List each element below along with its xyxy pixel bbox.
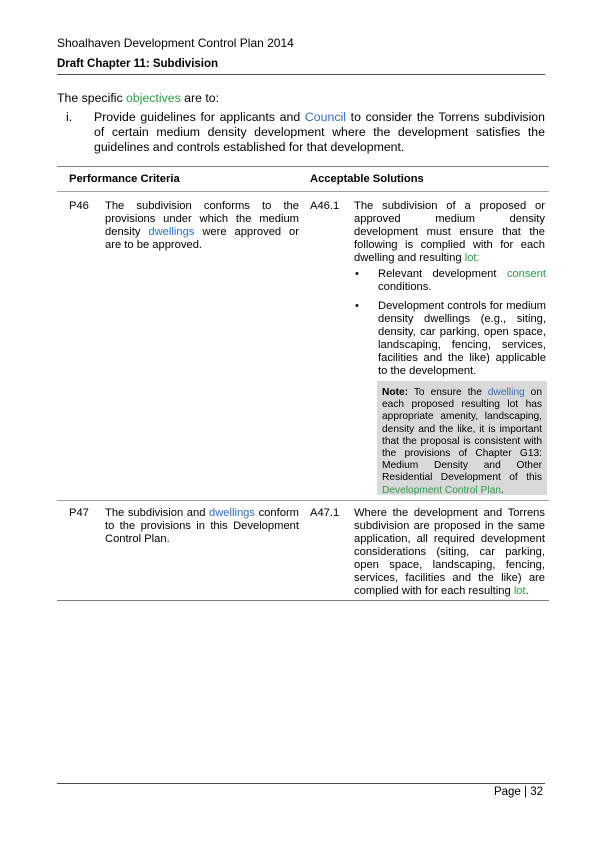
- council-link[interactable]: Council: [304, 110, 346, 124]
- objective-text: [94, 110, 545, 155]
- table-bottom-rule: [57, 600, 549, 601]
- solution-code: A47.1: [310, 507, 340, 519]
- lot-link[interactable]: lot: [513, 585, 526, 597]
- note-text-end: .: [500, 484, 504, 496]
- header-rule: [57, 74, 545, 75]
- note-label: Note:: [382, 387, 409, 398]
- solution-code: A46.1: [310, 200, 340, 212]
- note-box: [377, 381, 547, 495]
- criteria-text-start: The subdivision and: [105, 507, 209, 519]
- criteria-text: [105, 507, 299, 546]
- solution-text-start: Where the development and Torrens subdivision are proposed in the same application, all required development considerations (siting, car parking, open space, landscaping, fencing, services, facilities and the like) are complied with for each resulting: [354, 507, 545, 597]
- criteria-text-end: conform to the provisions in this Development Control Plan.: [105, 507, 299, 545]
- bullet-text: [378, 268, 546, 294]
- chapter-title: Draft Chapter 11: Subdivision: [57, 58, 219, 70]
- note-text-middle: on each proposed resulting lot has appropriate amenity, landscaping, density and the like, it is important that the proposal is consistent with the provisions of Chapter G13: Medium Density and Other Residential Development of this: [382, 387, 542, 484]
- objective-text-start: Provide guidelines for applicants and: [94, 110, 305, 124]
- note-text: [382, 387, 542, 497]
- bullet-text: Development controls for medium density dwellings (e.g., siting, density, car parking, open space, landscaping, fencing, services, facilities and the like) applicable to the development.: [378, 300, 546, 377]
- development-control-plan-link[interactable]: Development Control Plan: [382, 484, 501, 496]
- objectives-link[interactable]: objectives: [126, 91, 181, 105]
- table-header-rule: [57, 191, 549, 192]
- criteria-text: [105, 200, 299, 252]
- criteria-text-start: The subdivision conforms to the provisions under which the medium density: [105, 200, 299, 238]
- bullet-dot: •: [355, 268, 359, 280]
- list-item: [355, 268, 546, 298]
- objective-text-end: to consider the Torrens subdivision of certain medium density development where the development satisfies the guidelines and controls established for that development.: [94, 110, 545, 154]
- criteria-text-end: were approved or are to be approved.: [105, 226, 299, 251]
- criteria-table: [57, 166, 549, 601]
- column-header-performance: Performance Criteria: [69, 173, 180, 185]
- page-header: [57, 36, 545, 71]
- note-text-start: To ensure the: [408, 387, 488, 398]
- dwellings-link[interactable]: dwellings: [148, 226, 195, 238]
- table-top-rule: [57, 166, 549, 167]
- consent-link[interactable]: consent: [506, 268, 546, 280]
- solution-text-end: .: [525, 585, 529, 597]
- footer-rule: [57, 783, 545, 784]
- lot-link[interactable]: lot:: [464, 252, 480, 264]
- document-title: Shoalhaven Development Control Plan 2014: [57, 36, 294, 50]
- list-item: [355, 300, 546, 380]
- dwelling-link[interactable]: dwelling: [487, 387, 525, 398]
- objectives-intro: [57, 91, 545, 106]
- intro-text-end: are to:: [180, 91, 219, 105]
- bullet-text-start: Relevant development: [378, 268, 507, 280]
- column-header-solutions: Acceptable Solutions: [310, 173, 424, 185]
- dwellings-link[interactable]: dwellings: [208, 507, 256, 519]
- criteria-code: P46: [69, 200, 89, 212]
- intro-text: The specific: [57, 91, 127, 105]
- solution-text-start: The subdivision of a proposed or approved medium density development must ensure that the following is complied with for each dwelling and resulting: [354, 200, 545, 264]
- solution-text: [354, 507, 545, 598]
- solution-text: [354, 200, 545, 265]
- page-number: Page | 32: [493, 786, 543, 798]
- objective-number: i.: [66, 110, 73, 124]
- criteria-code: P47: [69, 507, 89, 519]
- bullet-dot: •: [355, 300, 359, 312]
- bullet-text-end: conditions.: [378, 281, 432, 293]
- table-row-rule: [57, 500, 549, 501]
